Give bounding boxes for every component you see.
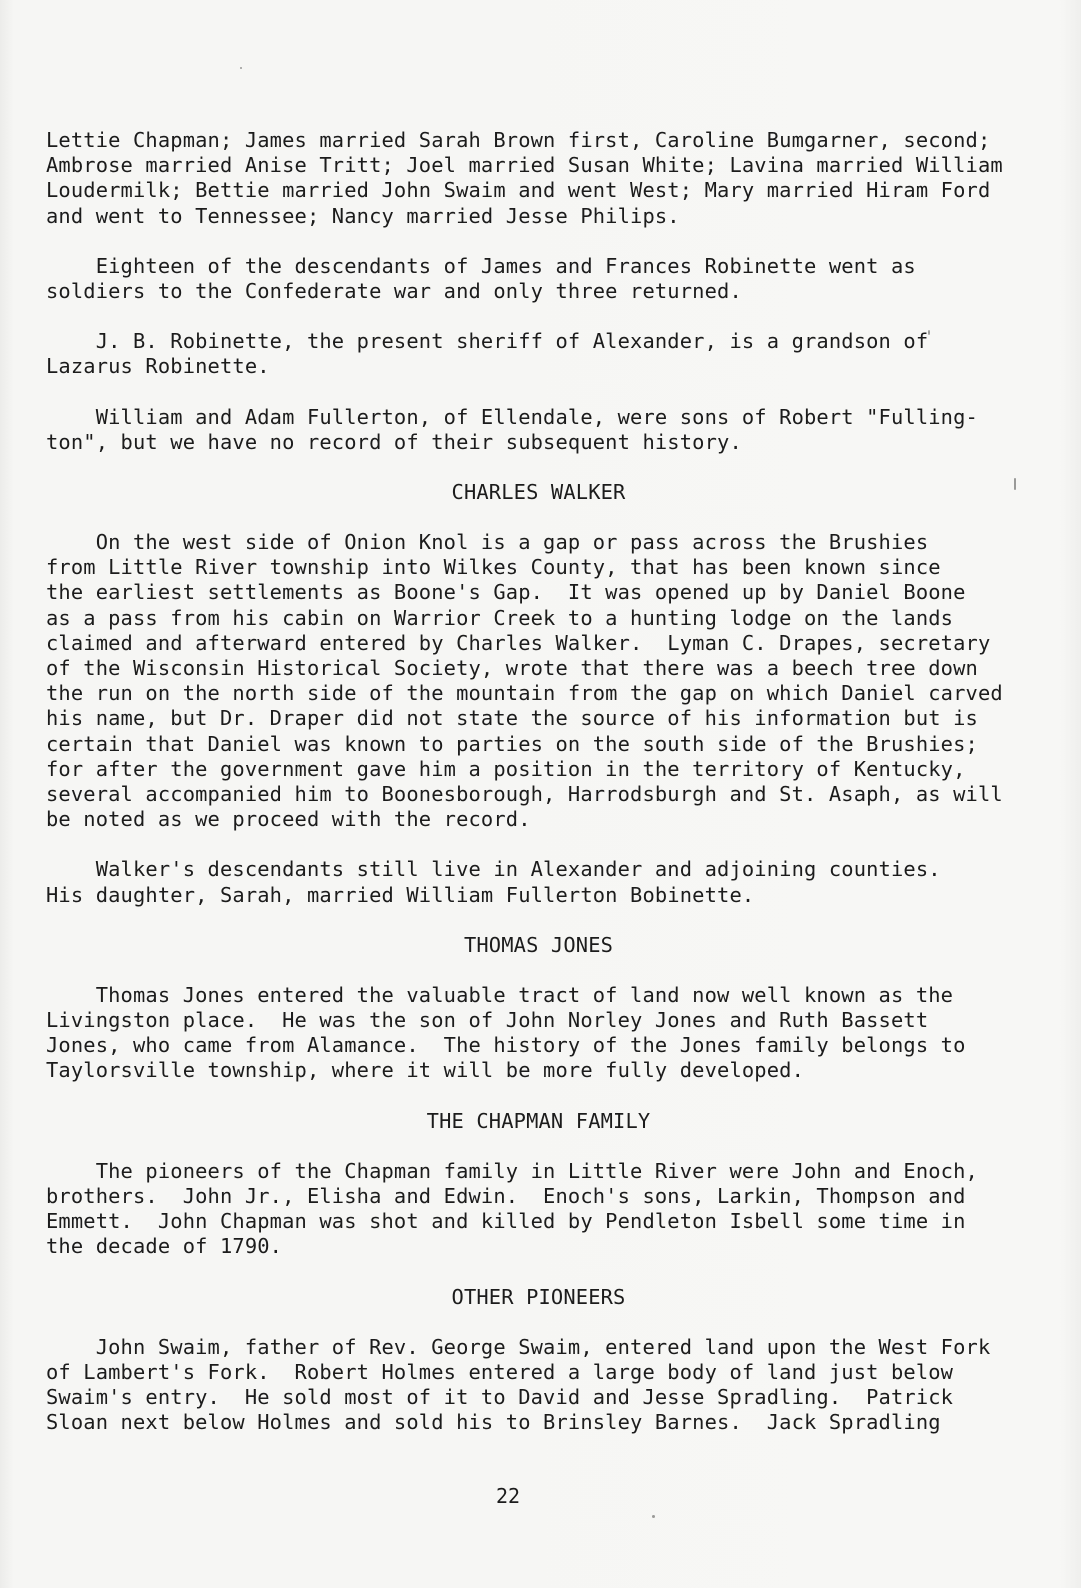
- text-line: the earliest settlements as Boone's Gap. It was opened up by Daniel Boone: [46, 580, 966, 605]
- section-heading-charles-walker: CHARLES WALKER: [451, 479, 626, 504]
- paragraph-chapman-family: [46, 1159, 1031, 1260]
- scan-speck: [928, 330, 930, 335]
- text-line: Jones, who came from Alamance. The history of the Jones family belongs to: [46, 1033, 966, 1058]
- paragraph-chapman-marriages: [46, 128, 1031, 229]
- text-line: of Lambert's Fork. Robert Holmes entered a large body of land just below: [46, 1359, 954, 1384]
- page-number: 22: [495, 1484, 521, 1508]
- text-line: On the west side of Onion Knol is a gap or pass across the Brushies: [46, 530, 929, 555]
- text-line: of the Wisconsin Historical Society, wrote that there was a beech tree down: [46, 656, 978, 680]
- page-body: [46, 128, 1031, 1461]
- text-line: Taylorsville township, where it will be more fully developed.: [46, 1058, 804, 1083]
- text-line: Sloan next below Holmes and sold his to Brinsley Barnes. Jack Spradling: [46, 1410, 941, 1435]
- text-line: William and Adam Fullerton, of Ellendale, were sons of Robert "Fulling-: [46, 404, 978, 429]
- text-line: The pioneers of the Chapman family in Little River were John and Enoch,: [46, 1158, 978, 1183]
- text-line: Walker's descendants still live in Alexander and adjoining counties.: [46, 857, 941, 882]
- text-line: Livingston place. He was the son of John Norley Jones and Ruth Bassett: [46, 1008, 929, 1033]
- text-line: his name, but Dr. Draper did not state the source of his information but is: [46, 706, 978, 731]
- text-line: Emmett. John Chapman was shot and killed by Pendleton Isbell some time in: [46, 1209, 966, 1234]
- section-heading-thomas-jones: THOMAS JONES: [463, 932, 614, 957]
- text-line: soldiers to the Confederate war and only three returned.: [46, 278, 742, 303]
- scan-speck: [240, 67, 242, 69]
- text-line: Lazarus Robinette.: [46, 354, 270, 379]
- text-line: as a pass from his cabin on Warrior Creek to a hunting lodge on the lands: [46, 605, 954, 630]
- text-line: the run on the north side of the mountain from the gap on which Daniel carved: [46, 681, 1003, 706]
- paragraph-robinette-soldiers: [46, 254, 1031, 304]
- text-line: be noted as we proceed with the record.: [46, 807, 531, 832]
- text-line: claimed and afterward entered by Charles Walker. Lyman C. Drapes, secretary: [46, 630, 991, 655]
- text-line: Swaim's entry. He sold most of it to David and Jesse Spradling. Patrick: [46, 1385, 954, 1410]
- text-line: John Swaim, father of Rev. George Swaim, entered land upon the West Fork: [46, 1334, 991, 1359]
- text-line: for after the government gave him a position in the territory of Kentucky,: [46, 756, 966, 781]
- text-line: Ambrose married Anise Tritt; Joel married Susan White; Lavina married William: [46, 153, 1003, 178]
- text-line: J. B. Robinette, the present sheriff of Alexander, is a grandson of: [46, 329, 929, 354]
- text-line: Lettie Chapman; James married Sarah Brown first, Caroline Bumgarner, second;: [46, 128, 991, 152]
- text-line: certain that Daniel was known to parties on the south side of the Brushies;: [46, 731, 978, 756]
- paragraph-fullerton: [46, 405, 1031, 455]
- paragraph-other-pioneers: [46, 1335, 1031, 1436]
- paragraph-boones-gap: [46, 530, 1031, 832]
- text-line: His daughter, Sarah, married William Fullerton Bobinette.: [46, 882, 755, 907]
- text-line: Loudermilk; Bettie married John Swaim and went West; Mary married Hiram Ford: [46, 178, 991, 203]
- text-line: the decade of 1790.: [46, 1234, 283, 1259]
- paragraph-thomas-jones: [46, 983, 1031, 1084]
- text-line: and went to Tennessee; Nancy married Jesse Philips.: [46, 203, 680, 228]
- paragraph-walker-descendants: [46, 857, 1031, 907]
- scan-speck: [652, 1515, 655, 1518]
- text-line: ton", but we have no record of their subsequent history.: [46, 429, 742, 454]
- text-line: several accompanied him to Boonesborough, Harrodsburgh and St. Asaph, as will: [46, 781, 1003, 806]
- section-heading-chapman-family: THE CHAPMAN FAMILY: [426, 1108, 651, 1133]
- text-line: from Little River township into Wilkes County, that has been known since: [46, 555, 941, 580]
- text-line: brothers. John Jr., Elisha and Edwin. Enoch's sons, Larkin, Thompson and: [46, 1184, 966, 1208]
- text-line: Thomas Jones entered the valuable tract of land now well known as the: [46, 982, 954, 1007]
- text-line: Eighteen of the descendants of James and Frances Robinette went as: [46, 253, 916, 278]
- paragraph-robinette-sheriff: [46, 329, 1031, 379]
- section-heading-other-pioneers: OTHER PIONEERS: [451, 1284, 626, 1309]
- scan-speck: [1014, 478, 1016, 490]
